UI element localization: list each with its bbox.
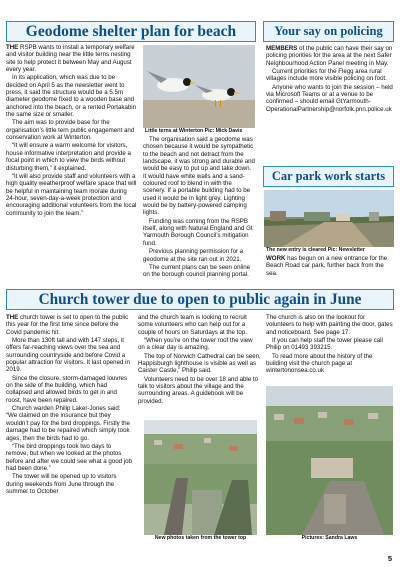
geodome-paragraph: The aim was to provide base for the organisation’s little tern public engagement and conservation work at Winterton.: [6, 119, 135, 142]
geodome-paragraph: The current plans can be seen online on the borough council planning portal.: [143, 263, 251, 279]
policing-paragraph: MEMBERS of the public can have their say on policing priorities for the area at the next Safer Neighbourhood Action Panel meeting in May.: [266, 45, 393, 67]
car-park-photo: [264, 190, 394, 247]
church-aerial-image: [266, 386, 393, 535]
car-park-paragraph: WORK has begun on a new entrance for the Beach Road car park, further back from the sea.: [266, 255, 388, 277]
church-column-1: [6, 314, 133, 552]
geodome-headline: Geodome shelter plan for beach: [6, 21, 256, 42]
church-paragraph: “The bird droppings took two days to remove, but when we looked at the photos before and after we could see what a good job had been done.”: [6, 442, 132, 472]
geodome-paragraph: The organisation said a geodome was chosen because it would be sympathetic to the beach and not detract from the landscape, it was strong and durable and would be easy to put up and take down. It would have white walls and a sand-coloured roof to blend in with the scenery. If a portable building had to be used it would be in light grey. Lighting would be by battery-powered camping lights.: [143, 136, 255, 217]
church-paragraph: “When you’re on the tower roof the view on a clear day is amazing.: [138, 337, 253, 352]
church-paragraph: More than 130ft tall and with 147 steps, it offers far-reaching views over the sea and surrounding countryside and before Covid a popular attraction for visitors. It last opened in 2019.: [6, 337, 130, 374]
church-paragraph: The tower will be opened up to visitors during weekends from June through the summer to October: [6, 473, 117, 495]
church-column-3: [266, 314, 393, 384]
policing-column: [266, 45, 393, 163]
church-paragraph: Since the closure, storm-damaged louvres on the side of the building, which had collapsed and allowed birds to get in and roost, have been repaired.: [6, 374, 128, 404]
church-paragraph: Volunteers need to be over 18 and able to talk to visitors about the village and the surrounding areas. A guidebook will be provided.: [138, 375, 259, 405]
little-terns-caption: Little terns at Winterton Pic: Mick Davis: [143, 128, 255, 135]
church-paragraph: and the church team is looking to recruit some volunteers who can help out for a couple of hours on Saturdays at the top.: [138, 314, 247, 336]
geodome-paragraph: Funding was coming from the RSPB itself, along with Natural England and Gt Yarmouth Borough Council’s mitigation fund.: [143, 217, 253, 247]
car-park-caption: The new entry is cleared Pic: Newsletter: [264, 247, 394, 254]
little-terns-photo: [143, 45, 255, 128]
tower-view-caption: New photos taken from the tower top: [144, 535, 257, 542]
lead-word: THE: [6, 314, 19, 321]
church-paragraph: If you can help staff the tower please call Philip on 01493 393215.: [266, 337, 383, 352]
policing-headline: Your say on policing: [263, 21, 394, 42]
geodome-paragraph: THE RSPB wants to install a temporary welfare and visitor building near the little terns nesting site to help protect it between May and August every year.: [6, 44, 135, 74]
church-aerial-photo: [266, 386, 393, 535]
policing-paragraph: Current priorities for the Flegg area rural villages include more visible policing on foot.: [266, 68, 387, 83]
church-paragraph: The top of Norwich Cathedral can be seen, Happisburgh lighthouse is visible as well as Caister Castle,” Philip said.: [138, 352, 261, 375]
geodome-paragraph: Previous planning permission for a geodome at the site ran out in 2021.: [143, 248, 244, 263]
geodome-column-2: [143, 136, 256, 286]
church-headline: Church tower due to open to public again in June: [6, 289, 394, 310]
church-paragraph: The church is also on the lookout for volunteers to help with painting the door, gates and noticeboard. See page 17.: [266, 314, 393, 336]
church-paragraph: THE church tower is set to open to the public this year for the first time since before the Covid pandemic hit.: [6, 314, 129, 336]
policing-paragraph: Anyone who wants to join the session – held via Microsoft Teams or at a venue to be confirmed – should email GtYarmouth-OperationalPartnership@norfolk.pnn.police.uk: [266, 83, 393, 113]
tower-view-image: [144, 420, 257, 535]
geodome-column-1: [6, 44, 137, 286]
tower-view-photo: [144, 420, 257, 535]
geodome-paragraph: In its application, which was due to be decided on April 5 as the newsletter went to press, it said the structure would be a 5.5m diameter geodome fixed to a wooden base and anchored into the beach, or a rented Portakabin the same size or smaller.: [6, 74, 137, 119]
car-park-column: [266, 255, 393, 286]
lead-word: THE: [6, 44, 19, 51]
lead-word: MEMBERS: [266, 45, 298, 52]
lead-word: WORK: [266, 255, 286, 262]
church-paragraph: To read more about the history of the building visit the church page at wintertononsea.co.uk: [266, 352, 373, 375]
church-column-2: [138, 314, 261, 418]
car-park-image: [264, 190, 394, 247]
geodome-paragraph: “It will ensure a warm welcome for visitors, house informative interpretation and provide a focal point in which to view the birds without disturbing them,” it explained.: [6, 142, 131, 172]
church-paragraph: Church warden Philip Laker-Jones said: “We claimed on the insurance but they wouldn’t pay for the bird droppings. Firstly the damage had to be repaired which simply took ages, then the birds had to go.: [6, 405, 130, 442]
page-number: 5: [387, 554, 392, 563]
car-park-headline: Car park work starts: [263, 166, 394, 187]
church-aerial-caption: Pictures: Sandra Laws: [266, 535, 393, 542]
little-terns-image: [143, 45, 255, 128]
geodome-paragraph: “It will also provide staff and volunteers with a high quality weatherproof welfare space that will be helpful in maintaining team morale during 24-hour, seven-day-a-week protection and encouraging additional volunteers from the local community to join the team.”: [6, 172, 137, 217]
